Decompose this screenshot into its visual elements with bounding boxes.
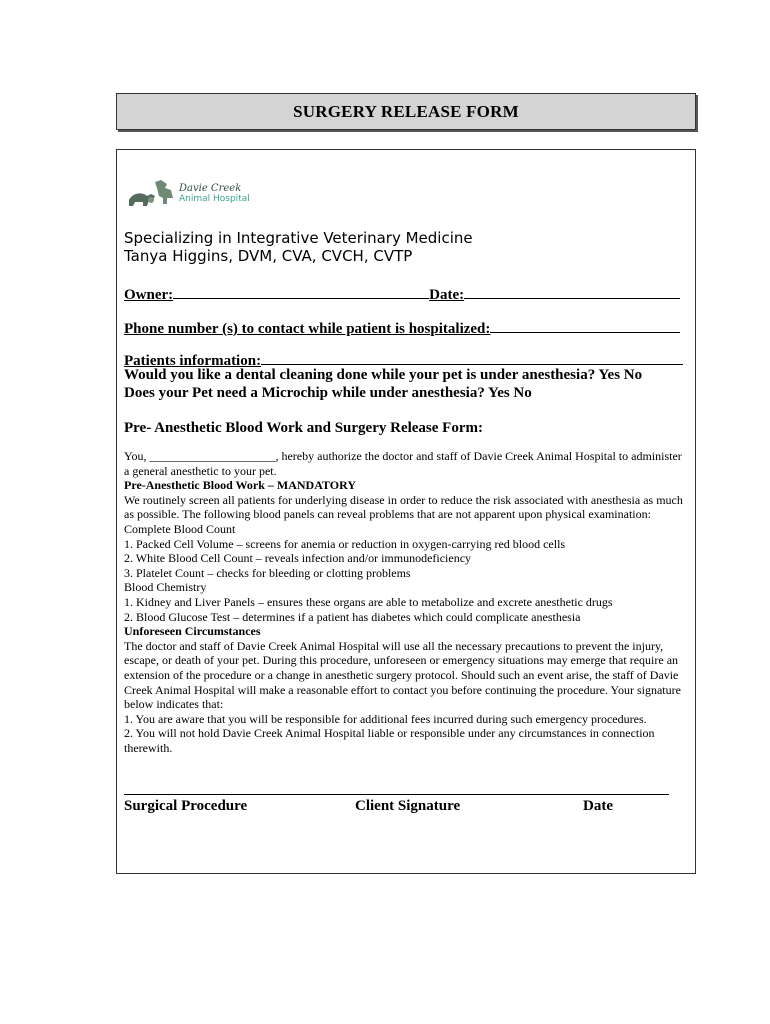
phone-row — [124, 318, 680, 338]
owner-label: Owner: — [124, 287, 174, 303]
patients-label: Patients information: — [124, 353, 262, 369]
authorize-text: You, _____________________, hereby authorize the doctor and staff of Davie Creek Animal Hospital to administer a general anesthetic to your pet. — [124, 449, 682, 478]
release-body — [124, 449, 690, 755]
logo-text-name: Davie Creek — [179, 183, 242, 194]
cbc-item-3: 3. Platelet Count – checks for bleeding or clotting problems — [124, 565, 411, 580]
form-title: SURGERY RELEASE FORM — [293, 101, 519, 121]
cbc-heading: Complete Blood Count — [124, 521, 236, 536]
owner-field[interactable] — [203, 284, 429, 299]
phone-label: Phone number (s) to contact while patient is hospitalized: — [124, 321, 491, 337]
unforeseen-heading: Unforeseen Circumstances — [124, 624, 261, 639]
section-heading: Pre- Anesthetic Blood Work and Surgery Release Form: — [124, 420, 483, 436]
dental-question: Would you like a dental cleaning done while your pet is under anesthesia? Yes No — [124, 367, 643, 383]
bloodwork-text: We routinely screen all patients for underlying disease in order to reduce the risk associated with anesthesia as much as possible. The following blood panels can reveal problems that are not apparent upon physical examination: — [124, 492, 683, 522]
signature-line[interactable] — [124, 794, 669, 795]
cbc-item-1: 1. Packed Cell Volume – screens for anemia or reduction in oxygen-carrying red blood cells — [124, 536, 566, 551]
client-signature-label: Client Signature — [355, 798, 461, 814]
chem-item-2: 2. Blood Glucose Test – determines if a patient has diabetes which could complicate anesthesia — [124, 609, 581, 624]
doctor-line: Tanya Higgins, DVM, CVA, CVCH, CVTP — [124, 247, 413, 265]
point-2: 2. You will not hold Davie Creek Animal Hospital liable or responsible under any circumstances in connection therewith. — [124, 726, 655, 755]
owner-row — [124, 284, 680, 304]
specialty-line: Specializing in Integrative Veterinary Medicine — [124, 229, 473, 247]
date-field[interactable] — [464, 284, 680, 299]
surgical-procedure-label: Surgical Procedure — [124, 798, 248, 814]
signature-date-label: Date — [583, 798, 613, 814]
pets-silhouette-icon — [129, 180, 173, 206]
logo-text-hospital: Animal Hospital — [179, 194, 250, 204]
cbc-item-2: 2. White Blood Cell Count – reveals infection and/or immunodeficiency — [124, 551, 472, 566]
form-title-bar — [116, 93, 696, 130]
chem-item-1: 1. Kidney and Liver Panels – ensures these organs are able to metabolize and excrete anesthetic drugs — [124, 594, 613, 609]
point-1: 1. You are aware that you will be responsible for additional fees incurred during such emergency procedures. — [124, 711, 647, 726]
microchip-question: Does your Pet need a Microchip while under anesthesia? Yes No — [124, 385, 532, 401]
phone-field[interactable] — [490, 318, 680, 333]
bloodwork-heading: Pre-Anesthetic Blood Work – MANDATORY — [124, 478, 357, 493]
patients-field[interactable] — [261, 350, 683, 365]
chem-heading: Blood Chemistry — [124, 580, 207, 595]
unforeseen-text: The doctor and staff of Davie Creek Animal Hospital will use all the necessary precautions to prevent the injury, escape, or death of your pet. During this procedure, unforeseen or emergency situations may emerge that require an extension of the procedure or a change in anesthetic surgery protocol. Should such an event arise, the staff of Davie Creek Animal Hospital will make a reasonable effort to contact you before continuing the procedure. Your signature below indicates that: — [124, 638, 681, 712]
date-label: Date: — [429, 287, 465, 303]
